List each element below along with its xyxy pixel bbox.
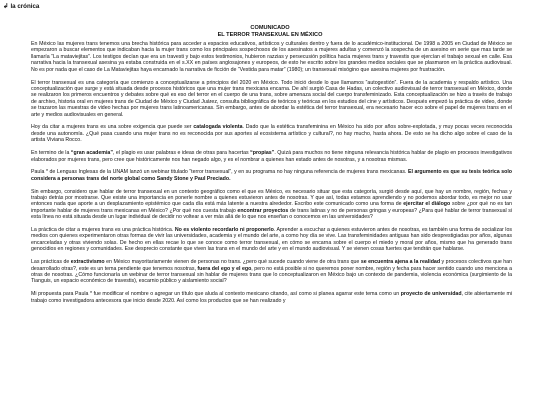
- brand-label: la crónica: [10, 3, 40, 10]
- article-body: [31, 41, 512, 310]
- bold-text: extractivismo: [70, 259, 105, 266]
- paragraph: [31, 124, 512, 143]
- bold-text: fuera del ego y el ego: [197, 265, 252, 272]
- paragraph-text: . Quizá para muchos no tiene ninguna relevancia histórica hablar de plagio en procesos investigativos elaborados por mujeres trans, pero cree que históricamente nos han negado algo, y es el nombrar a quienes han estado antes de nosotras, y a nosotras mismas.: [31, 150, 512, 163]
- paragraph-text: sobre ¿por qué no es tan importante hablar de mujeres trans mexicanas en México? ¿Por qué nos cuesta trabajo: [31, 201, 512, 214]
- paragraph-text: El terror transexual es una categoría que comienzo a conceptualizarse a principios del 2020 en México. Todo inició desde lo que llamamos “autogestión”. Fuera de la academia y respaldo artístico. Una conceptualización que surge y está situada desde procesos históricos que una mujer trans mexicana encarna. De ahí surgió Casa de Hadas, un colectivo audiovisual de terror transexual en México, donde se realizaron los primeros encuentros y debates sobre qué es eso del terror en el cuerpo de una trans, sobre amenaza social del cuerpo transfeminizado. Esta conceptualización se hizo a través de trabajo de archivo, historia oral en mujeres trans de Ciudad de México y Ciudad Juárez, consulta bibliográfica de teóricos y teóricas en los estudios del cine y artísticos. Después empezó la práctica de video, donde se trazaron las muestras de video hechas por mujeres trans latinoamericanas. Sin embargo, antes de abordar la estética del terror transexual, era necesario hacer eco sobre el papel de mujeres trans en el arte y medios audiovisuales en general.: [31, 79, 512, 118]
- paragraph: [31, 227, 512, 253]
- return-arrow-icon: ↲: [3, 3, 9, 10]
- header-line-1: COMUNICADO: [250, 25, 290, 31]
- paragraph-text: en México mayoritariamente vienen de personas no trans. ¿pero qué sucede cuando viene de otra trans que: [104, 259, 361, 266]
- paragraph-text: La práctica de citar a mujeres trans es una práctica histórica.: [31, 227, 175, 234]
- paragraph: [31, 80, 512, 119]
- paragraph-text: , cite abiertamente mi trabajo como investigadora antecesora que inicio desde 2020. Así como los productos que se han realizado y: [31, 291, 512, 304]
- bold-text: No es violento recordarlo ni proponerlo: [174, 227, 274, 234]
- bold-text: “gran academia”: [70, 150, 113, 157]
- paragraph-text: , pero no está posible si no queremos poner nombre, región y fecha para hacer sentido cuando uno menciona a otras de nosotras. ¿Cómo funcionaría un webinar de terror transexual sin hablar de mujeres trans que lo conceptualizaron en México bajo un contexto de pandemia, violencia económica (surgimiento de la Tianguis, un espacio económico de travestis), escarnio público y aislamiento social?: [31, 265, 512, 285]
- document-title: EL TERROR TRANSEXUAL EN MÉXICO: [217, 31, 323, 38]
- paragraph-text: Las prácticas de: [31, 259, 71, 266]
- bold-text: se encuentra ajena a la realidad: [360, 259, 441, 266]
- paragraph-text: . Aprender a escuchar a quienes estuvieron antes de nosotras, es también una forma de socializar los medios con quienes experimentaron otras formas de vivir las universidades, academia y el mundo del arte, a como hoy día se vive. Las transfeminidades antiguas han sido desprestigiadas por años, algunas encarceladas y otras viviendo solas. De hecho en ellas recae lo que se conoce como terror transexual, en cómo se encarna sobre el cuerpo el miedo y moral por años, mismo que ha generado trans genocidios en regiones y comunidades. Ese desprecio constante que viven las trans en el mundo del arte y en el mundo audiovisual. Y se vienen cosas fuertes que tendrán que hablarse.: [31, 227, 512, 253]
- paragraph-text: y procesos colectivos que han desarrollado otras?, este es un tema pendiente que tenemos nosotras,: [31, 259, 512, 272]
- brand-link[interactable]: [3, 3, 39, 10]
- paragraph-text: Paula * de Lenguas Inglesas de la UNAM lanzó un webinar titulado “terror transexual”, y en su programa no hay ninguna referencia de mujeres trans mexicanas.: [31, 169, 408, 176]
- paragraph-text: Sin embargo, considero que hablar de terror transexual en un contexto geográfico como el que es México, es necesario situar que esta categoría, surgió desde aquí, que hay un nombre, región, fechas y trabajo detrás por mostrarse. Que existe una importancia en ponerle nombre a quienes estuvieron antes de nosotras. Y que así, todas estamos aprendiendo y no podemos abordar todo, es mejor no usar entonces nada que aporte a un desplazamiento epistémico que cada día está más latente a nuestra alrededor. Escribo este comunicado como una forma de: [31, 188, 512, 208]
- paragraph-text: . Dado que la estética transfeminina en México ha sido por años sobre-explotada, y muy pocas veces reconocida desde una autonomía. ¿Qué pasa cuando una mujer trans no es reconocida por sus aportes al ecosistema artístico y cultural?, no hay mucho, hasta ahora. De esto se ha dicho algo sobre el caso de la artista Viviana Rocco.: [31, 124, 512, 144]
- paragraph-text: En México las mujeres trans tenemos una brecha histórica para acceder a espacios educativos, artísticos y culturales dentro y fuera de lo académico-institucional. De 1998 a 2005 en Ciudad de México se empezaron a buscar elementos que indicaban hacia la mujer trans como los principales sospechosos de los asesinatos a mujeres adultas y comenzó la sospecha de un asesino en serie que mas tarde se llamaría “La mataviejitas”. Los testigos decían que era un travesti y bajo estos testimonios, hubieron razzias y persecusión política hacia mujeres trans y travestis que ejercían el trabajo sexual en calle. Esa narrativa hacia la transexual asesina ya estaba construida en el s.XX en países anglosajones y europeos, de esto he escrito sobre los grandes medios sociales que se plasmaron en la práctica audiovisual. No es por nada que el caso de La Mataviejitas haya encarnado la narrativa de ficción de “Vestida para matar” (1980); un transexual misógino que asesina mujeres por frustración.: [31, 41, 512, 73]
- paragraph: [31, 150, 512, 163]
- paragraph-text: Mi propuesta para Paula * fue modificar el nombre o agregar un título que aluda al contexto mexicano citando, así como si planea agarrar este tema como un: [31, 291, 401, 298]
- bold-text: “propias”: [250, 150, 275, 157]
- paragraph: [31, 291, 512, 304]
- bold-text: proyecto de universidad: [400, 291, 462, 298]
- paragraph-text: Hoy da citar a mujeres trans es una sobre exigencia que puede ser: [31, 124, 194, 131]
- paragraph-text: , el plagio es usar palabras e ideas de otras para hacertas: [112, 150, 251, 157]
- bold-text: El argumento es que su tesis teórica solo considera a personas trans del norte global como Sandy Stone y Paul Preciado.: [31, 169, 512, 182]
- paragraph-text: En termino de la: [31, 150, 71, 157]
- paragraph: [31, 169, 512, 182]
- bold-text: ejercitar el diálogo: [403, 201, 451, 208]
- paragraph: [31, 41, 512, 73]
- bold-text: encontrar proyectos: [237, 207, 289, 214]
- document-header: [0, 25, 540, 38]
- paragraph-text: de trans latinas y no de personas gringas y europeas? ¿Para qué hablar de terror transexual si esta línea no está situada desde un lugar individual de decidir no voltear a ver más allá de lo que nos enseñan o conocemos en las universidades?: [31, 207, 513, 221]
- paragraph: [31, 189, 512, 221]
- bold-text: catalogada violenta: [193, 124, 243, 131]
- paragraph: [31, 259, 512, 285]
